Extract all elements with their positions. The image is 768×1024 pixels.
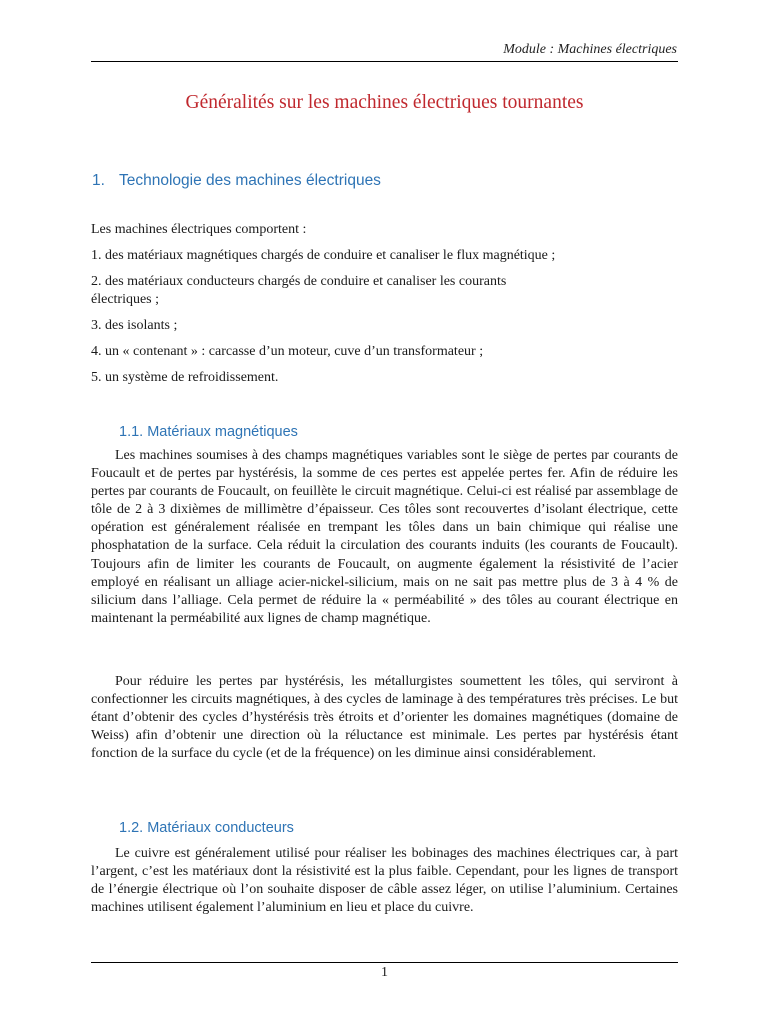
page-number: 1 bbox=[381, 965, 388, 980]
section-1-heading bbox=[92, 172, 381, 190]
section-1-1-paragraph-1: Les machines soumises à des champs magnétiques variables sont le siège de pertes par courants de Foucault et de pertes par hystérésis, la somme de ces pertes est appelée pertes fer. Afin de réduire les pertes par courants de Foucault, on feuillète le circuit magnétique. Celui-ci est réalisé par assemblage de tôle de 2 à 3 dixièmes de millimètre d’épaisseur. Ces tôles sont recouvertes d’isolant électrique, cette opération est généralement réalisée en trempant les tôles dans un bain chimique qui réalise une phosphatation de la surface. Cela réduit la circulation des courants induits (les courants de Foucault). Toujours afin de limiter les courants de Foucault, on augmente également la résistivité de l’acier employé en réalisant un alliage acier-nickel-silicium, mais on ne sait pas mettre plus de 3 à 4 % de silicium dans l’alliage. Cela permet de réduire la « perméabilité » des tôles au courant électrique en maintenant la perméabilité aux lignes de champ magnétique. bbox=[91, 448, 678, 626]
section-1-2-paragraph-1: Le cuivre est généralement utilisé pour réaliser les bobinages des machines électriques car, à part l’argent, c’est les matériaux dont la résistivité est la plus faible. Cependant, pour les lignes de transport de l’énergie électrique où l’on souhaite disposer de câble assez léger, on utilise l’aluminium. Certaines machines utilisent également l’aluminium en lieu et place du cuivre. bbox=[91, 846, 678, 916]
list-item: 2. des matériaux conducteurs chargés de conduire et canaliser les courants bbox=[91, 274, 507, 289]
list-item: 1. des matériaux magnétiques chargés de conduire et canaliser le flux magnétique ; bbox=[91, 248, 556, 263]
section-1-heading-text: Technologie des machines électriques bbox=[119, 172, 381, 189]
document-title: Généralités sur les machines électriques tournantes bbox=[185, 92, 584, 113]
section-1-intro: Les machines électriques comportent : bbox=[91, 222, 307, 237]
header-divider bbox=[91, 61, 678, 62]
section-1-1-heading: 1.1. Matériaux magnétiques bbox=[119, 424, 298, 440]
section-1-number: 1. bbox=[92, 172, 105, 189]
list-item-continuation: électriques ; bbox=[91, 292, 160, 307]
section-1-2-heading: 1.2. Matériaux conducteurs bbox=[119, 820, 294, 836]
footer-divider bbox=[91, 962, 678, 963]
list-item: 3. des isolants ; bbox=[91, 318, 178, 333]
list-item: 5. un système de refroidissement. bbox=[91, 370, 279, 385]
running-header: Module : Machines électriques bbox=[503, 42, 677, 57]
list-item: 4. un « contenant » : carcasse d’un moteur, cuve d’un transformateur ; bbox=[91, 344, 484, 359]
section-1-1-paragraph-2: Pour réduire les pertes par hystérésis, les métallurgistes soumettent les tôles, qui serviront à confectionner les circuits magnétiques, à des cycles de laminage à des températures très précises. Le but étant d’obtenir des cycles d’hystérésis très étroits et d’orienter les domaines magnétiques (domaine de Weiss) afin d’obtenir une direction où la réluctance est minimale. Les pertes par hystérésis étant fonction de la surface du cycle (et de la fréquence) on les diminue ainsi considérablement. bbox=[91, 674, 678, 762]
